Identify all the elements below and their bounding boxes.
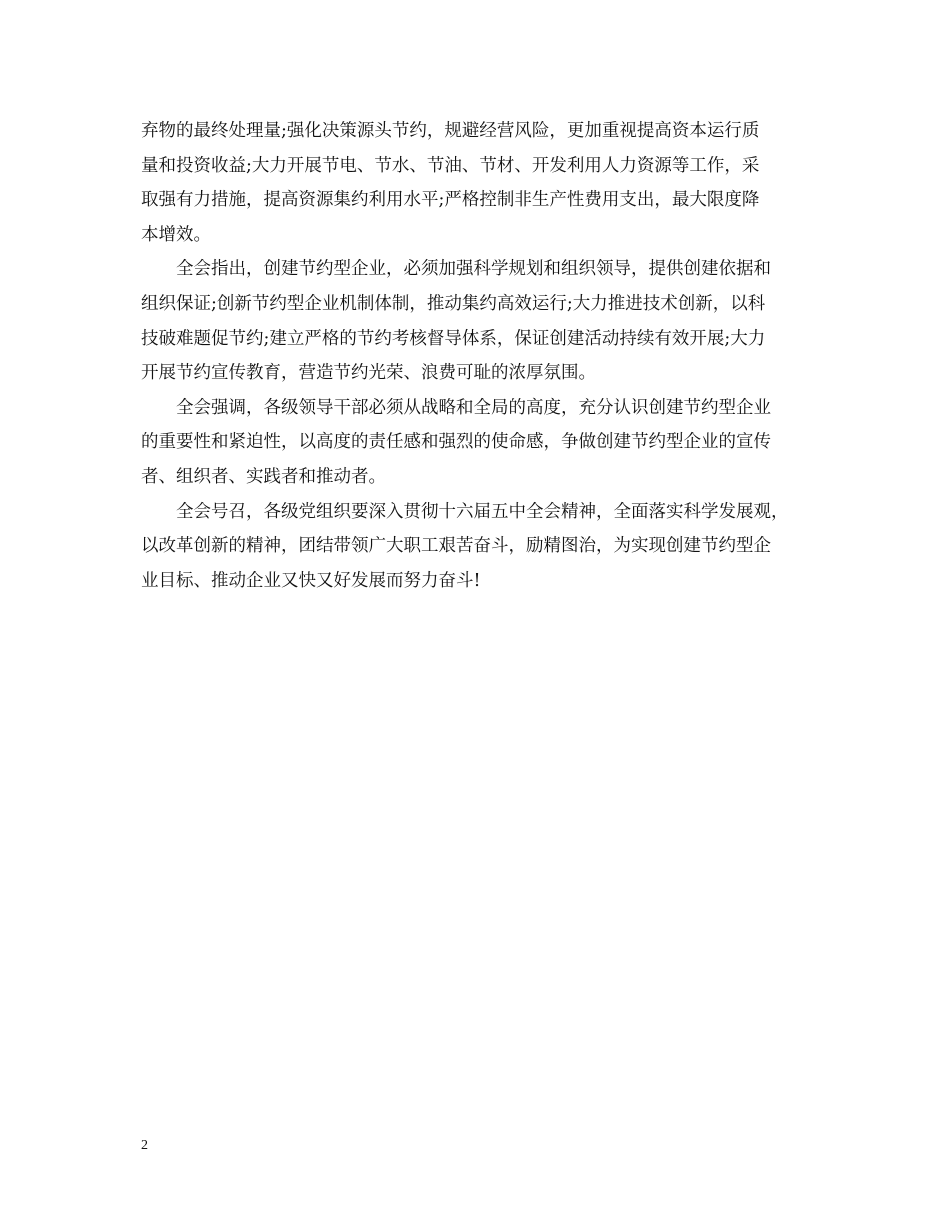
- text-line: 者、组织者、实践者和推动者。: [141, 466, 386, 487]
- text-line: 业目标、推动企业又快又好发展而努力奋斗!: [141, 570, 481, 591]
- text-line: 以改革创新的精神，团结带领广大职工艰苦奋斗，励精图治，为实现创建节约型企: [141, 536, 771, 557]
- paragraph-start-line: 全会指出，创建节约型企业，必须加强科学规划和组织领导，提供创建依据和: [176, 259, 771, 280]
- page-number: 2: [141, 1138, 148, 1153]
- text-line: 组织保证;创新节约型企业机制体制，推动集约高效运行;大力推进技术创新，以科: [141, 293, 766, 314]
- paragraph-start-line: 全会号召，各级党组织要深入贯彻十六届五中全会精神，全面落实科学发展观，: [176, 501, 789, 522]
- text-line: 技破难题促节约;建立严格的节约考核督导体系，保证创建活动持续有效开展;大力: [141, 328, 766, 349]
- text-line: 本增效。: [141, 224, 211, 245]
- text-line: 的重要性和紧迫性，以高度的责任感和强烈的使命感，争做创建节约型企业的宣传: [141, 432, 771, 453]
- paragraph-start-line: 全会强调，各级领导干部必须从战略和全局的高度，充分认识创建节约型企业: [176, 397, 771, 418]
- body-text: [141, 114, 813, 598]
- text-line: 开展节约宣传教育，营造节约光荣、浪费可耻的浓厚氛围。: [141, 363, 596, 384]
- text-line: 取强有力措施，提高资源集约利用水平;严格控制非生产性费用支出，最大限度降: [141, 190, 760, 211]
- text-line: 弃物的最终处理量;强化决策源头节约，规避经营风险，更加重视提高资本运行质: [141, 121, 760, 141]
- text-line: 量和投资收益;大力开展节电、节水、节油、节材、开发利用人力资源等工作，采: [141, 155, 760, 176]
